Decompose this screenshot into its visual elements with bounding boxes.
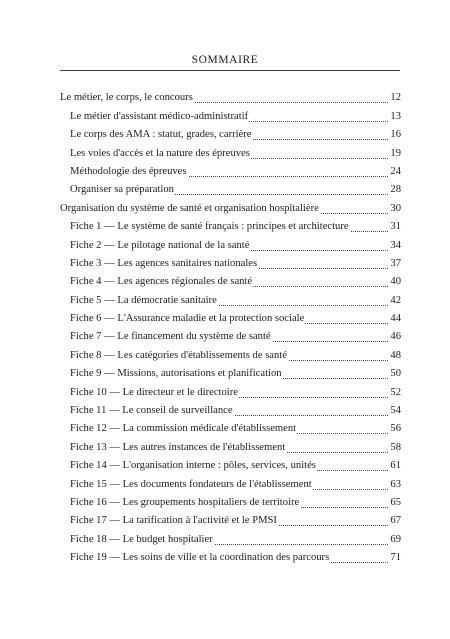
toc-entry[interactable] xyxy=(0,199,450,217)
toc-entry-page: 69 xyxy=(390,533,401,545)
toc-entry-label: Fiche 12 — La commission médicale d'établissement xyxy=(70,423,297,435)
toc-entry-page: 71 xyxy=(390,552,401,564)
toc-entry-page: 56 xyxy=(390,423,401,435)
toc-entry[interactable] xyxy=(0,365,450,383)
toc-entry-label: Fiche 16 — Les groupements hospitaliers de territoire xyxy=(70,496,300,508)
toc-entry-label: Fiche 17 — La tarification à l'activité et le PMSI xyxy=(70,515,277,527)
toc-entry[interactable] xyxy=(0,530,450,548)
toc-entry[interactable] xyxy=(0,475,450,493)
toc-entry-page: 67 xyxy=(390,515,401,527)
toc-entry-label: Méthodologie des épreuves xyxy=(70,165,187,177)
toc-entry-label: Fiche 14 — L'organisation interne : pôles, services, unités xyxy=(70,460,316,472)
toc-entry[interactable] xyxy=(0,383,450,401)
toc-entry-page: 30 xyxy=(390,202,401,214)
toc-entry-page: 52 xyxy=(390,386,401,398)
toc-entry-page: 16 xyxy=(390,129,401,141)
toc-entry-page: 61 xyxy=(390,460,401,472)
page-title: SOMMAIRE xyxy=(191,54,259,66)
toc-entry-label: Fiche 9 — Missions, autorisations et planification xyxy=(70,368,282,380)
toc-entry[interactable] xyxy=(0,402,450,420)
toc-entry-label: Fiche 13 — Les autres instances de l'établissement xyxy=(70,441,286,453)
toc-entry[interactable] xyxy=(0,549,450,567)
toc-entry[interactable] xyxy=(0,107,450,125)
toc-entry-page: 28 xyxy=(390,184,401,196)
toc-entry[interactable] xyxy=(0,438,450,456)
toc-entry-label: Fiche 4 — Les agences régionales de santé xyxy=(70,276,253,288)
toc-entry-page: 63 xyxy=(390,478,401,490)
toc-entry[interactable] xyxy=(0,181,450,199)
table-of-contents xyxy=(0,89,450,567)
toc-entry[interactable] xyxy=(0,310,450,328)
toc-entry-label: Le corps des AMA : statut, grades, carrière xyxy=(70,129,252,141)
toc-entry-label: Fiche 11 — Le conseil de surveillance xyxy=(70,405,233,417)
toc-entry-label: Fiche 5 — La démocratie sanitaire xyxy=(70,294,217,306)
title-divider xyxy=(60,70,400,71)
toc-entry-label: Fiche 7 — Le financement du système de santé xyxy=(70,331,271,343)
toc-entry-page: 40 xyxy=(390,276,401,288)
toc-entry-label: Le métier, le corps, le concours xyxy=(60,92,193,104)
toc-entry-page: 44 xyxy=(390,313,401,325)
toc-entry-label: Organiser sa préparation xyxy=(70,184,174,196)
toc-entry-page: 12 xyxy=(390,92,401,104)
toc-entry[interactable] xyxy=(0,273,450,291)
toc-entry[interactable] xyxy=(0,328,450,346)
toc-entry-page: 54 xyxy=(390,405,401,417)
toc-entry-label: Fiche 3 — Les agences sanitaires nationales xyxy=(70,257,258,269)
toc-entry-page: 13 xyxy=(390,110,401,122)
toc-entry[interactable] xyxy=(0,420,450,438)
toc-entry[interactable] xyxy=(0,126,450,144)
toc-entry-page: 31 xyxy=(390,221,401,233)
toc-entry-page: 37 xyxy=(390,257,401,269)
toc-entry-label: Fiche 2 — Le pilotage national de la santé xyxy=(70,239,250,251)
toc-entry-label: Fiche 6 — L'Assurance maladie et la protection sociale xyxy=(70,313,305,325)
toc-entry[interactable] xyxy=(0,457,450,475)
toc-entry-label: Les voies d'accès et la nature des épreuves xyxy=(70,147,250,159)
toc-entry[interactable] xyxy=(0,494,450,512)
toc-entry-page: 50 xyxy=(390,368,401,380)
toc-entry-page: 65 xyxy=(390,496,401,508)
toc-entry-page: 58 xyxy=(390,441,401,453)
toc-entry-page: 46 xyxy=(390,331,401,343)
toc-entry-page: 34 xyxy=(390,239,401,251)
toc-entry[interactable] xyxy=(0,218,450,236)
toc-entry[interactable] xyxy=(0,144,450,162)
toc-entry[interactable] xyxy=(0,236,450,254)
toc-entry-page: 48 xyxy=(390,349,401,361)
toc-entry[interactable] xyxy=(0,512,450,530)
toc-entry-label: Le métier d'assistant médico-administratif xyxy=(70,110,249,122)
toc-entry-label: Fiche 18 — Le budget hospitalier xyxy=(70,533,213,545)
toc-entry[interactable] xyxy=(0,291,450,309)
toc-entry[interactable] xyxy=(0,346,450,364)
toc-entry[interactable] xyxy=(0,163,450,181)
toc-entry[interactable] xyxy=(0,89,450,107)
toc-entry-label: Fiche 8 — Les catégories d'établissements de santé xyxy=(70,349,287,361)
toc-entry-label: Fiche 15 — Les documents fondateurs de l'établissement xyxy=(70,478,312,490)
toc-entry[interactable] xyxy=(0,255,450,273)
toc-entry-label: Fiche 1 — Le système de santé français : principes et architecture xyxy=(70,221,349,233)
toc-entry-page: 42 xyxy=(390,294,401,306)
toc-entry-page: 24 xyxy=(390,165,401,177)
toc-entry-label: Fiche 10 — Le directeur et le directoire xyxy=(70,386,238,398)
toc-entry-page: 19 xyxy=(390,147,401,159)
toc-entry-label: Fiche 19 — Les soins de ville et la coordination des parcours xyxy=(70,552,330,564)
toc-entry-label: Organisation du système de santé et organisation hospitalière xyxy=(60,202,319,214)
